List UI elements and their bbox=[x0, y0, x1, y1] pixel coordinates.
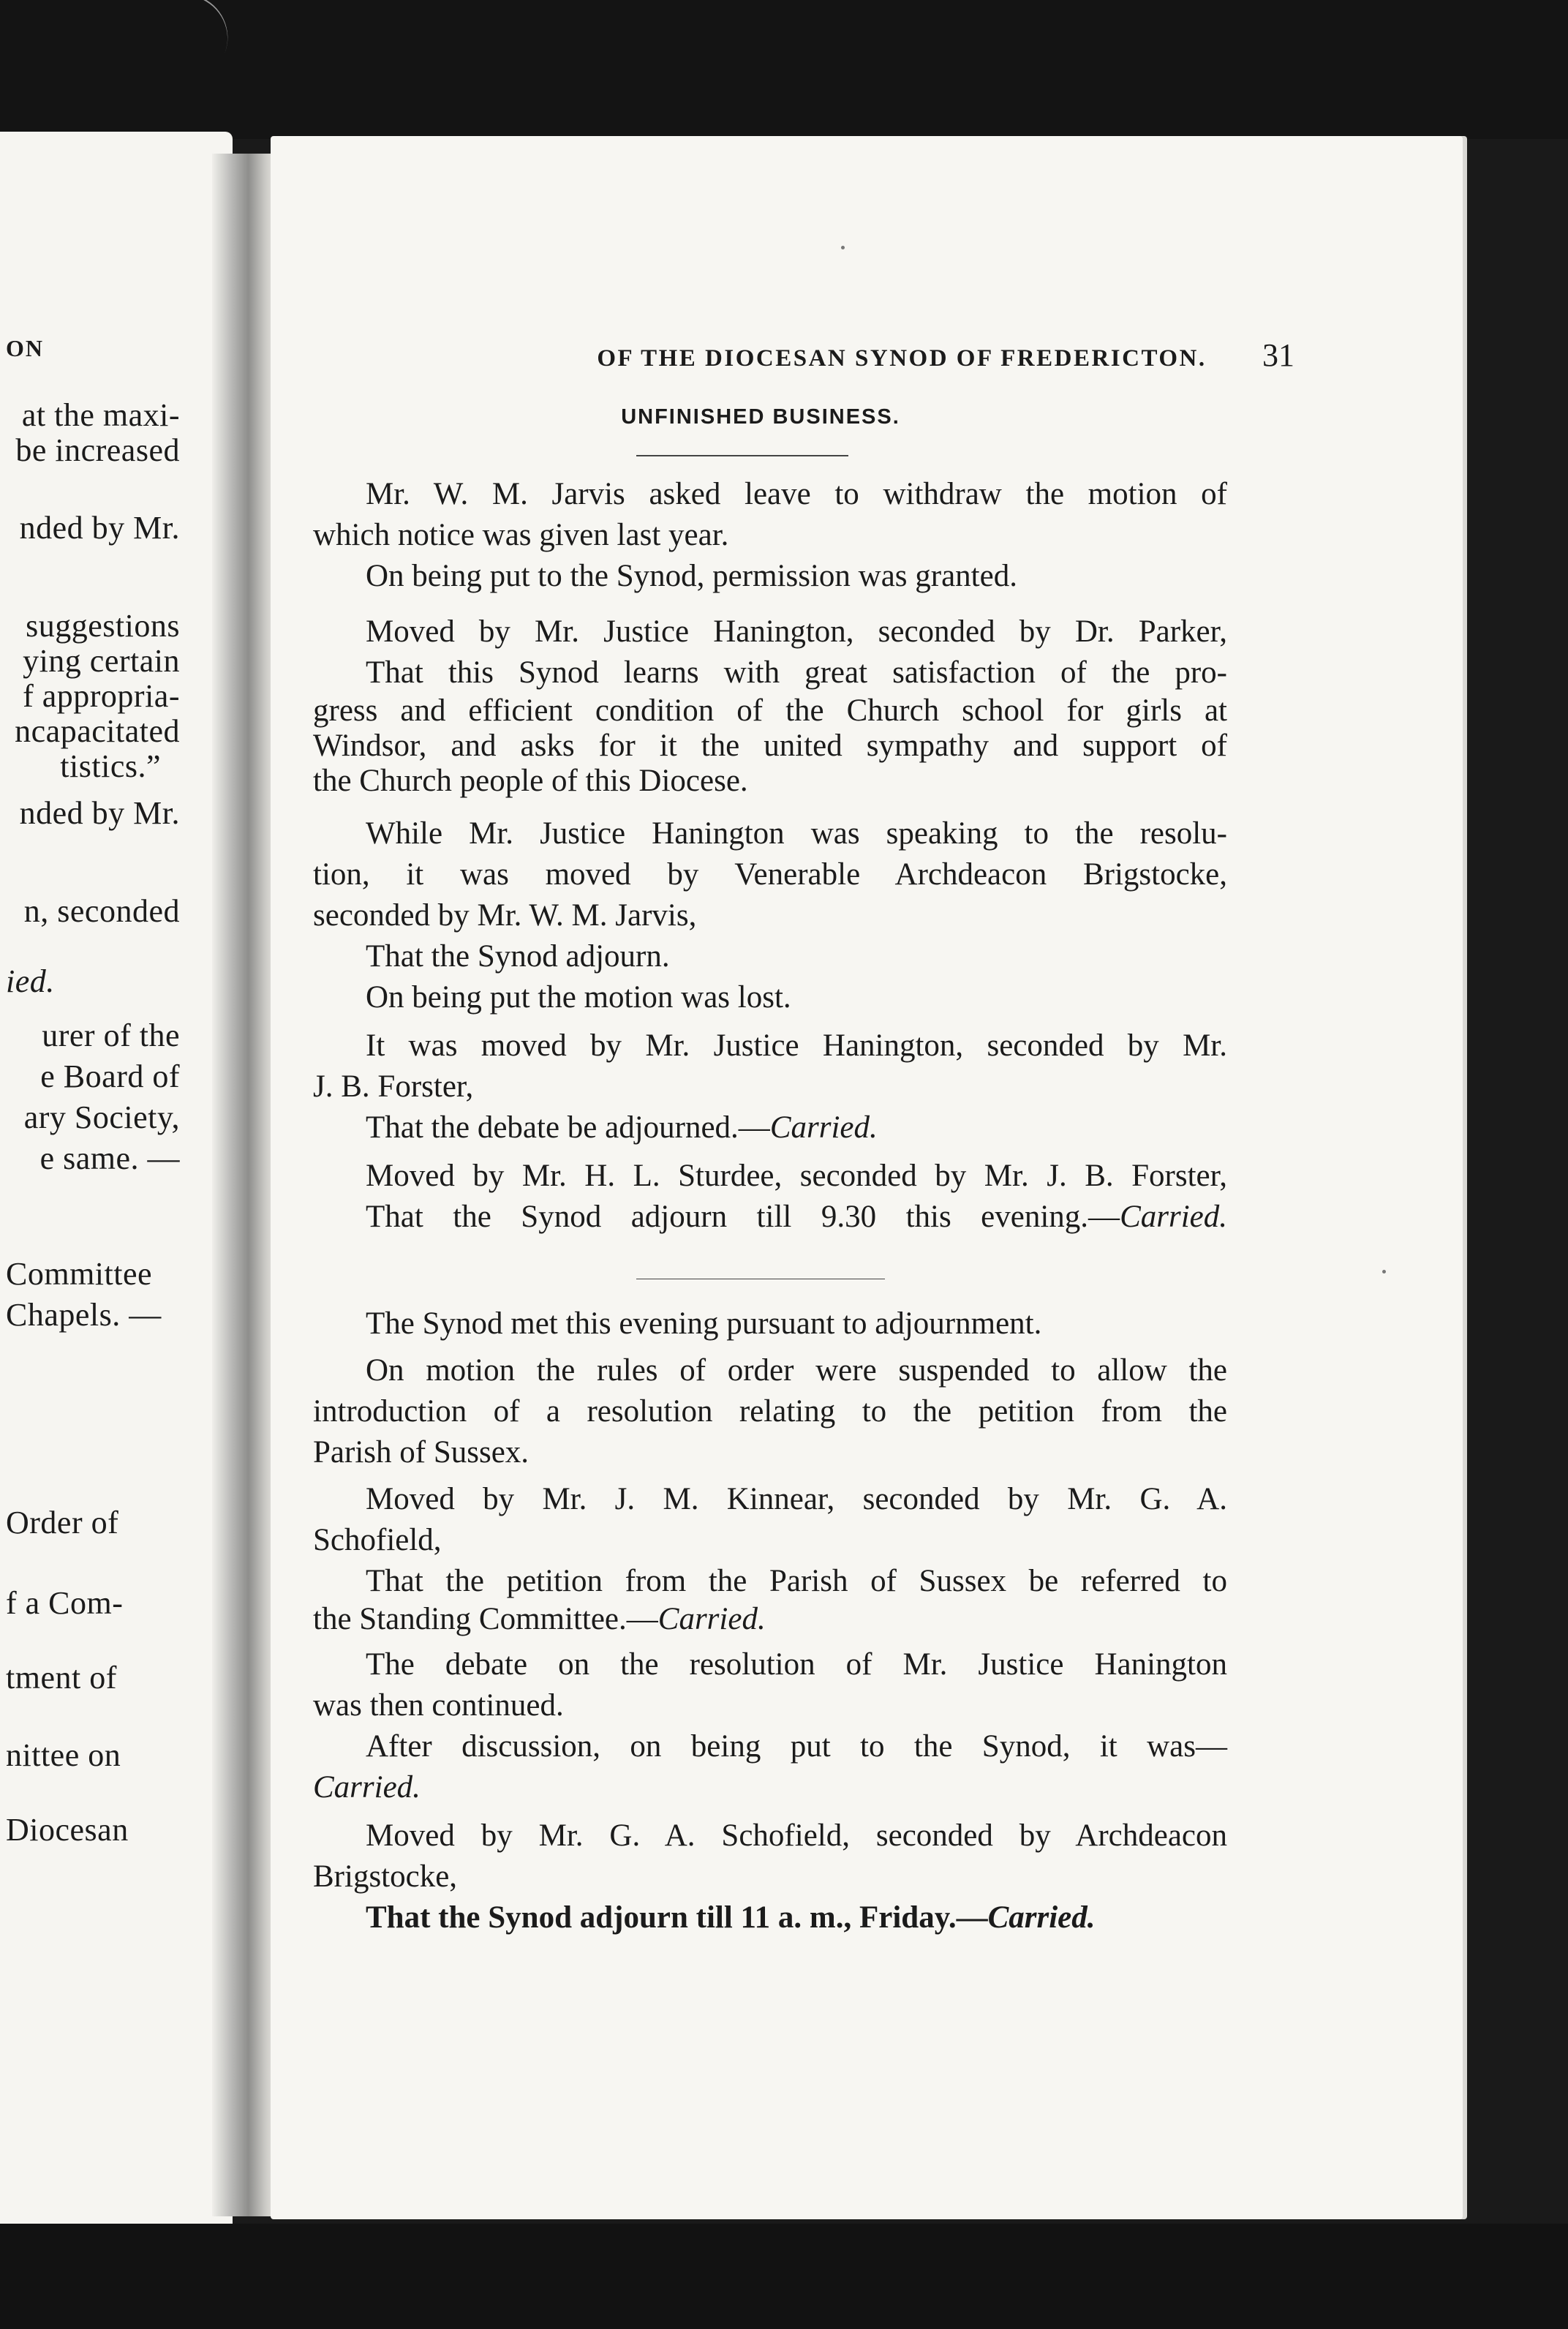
paragraph-line: gress and efficient condition of the Church school for girls at bbox=[313, 693, 1227, 728]
paragraph-line bbox=[313, 1107, 1227, 1148]
paragraph-line: While Mr. Justice Hanington was speaking to the resolu- bbox=[366, 816, 1227, 851]
carried-label: Carried. bbox=[769, 1110, 878, 1145]
left-page-line: n, seconded bbox=[23, 893, 180, 929]
paragraph-line: On being put the motion was lost. bbox=[366, 980, 791, 1015]
paper-speck bbox=[841, 246, 845, 249]
left-page-line: be increased bbox=[15, 432, 180, 468]
left-page-line: Committee bbox=[6, 1256, 153, 1292]
text-block-evening bbox=[313, 1303, 1227, 1938]
paragraph-line: Mr. W. M. Jarvis asked leave to withdraw the motion of bbox=[366, 477, 1227, 511]
page-number: 31 bbox=[1262, 337, 1294, 373]
carried-label: Carried. bbox=[1120, 1200, 1227, 1234]
left-page-line: Chapels. — bbox=[6, 1297, 162, 1333]
paragraph-line: Moved by Mr. H. L. Sturdee, seconded by Mr. J. B. Forster, bbox=[366, 1159, 1227, 1193]
paragraph-line bbox=[313, 1197, 1227, 1238]
paragraph-line: On being put to the Synod, permission was granted. bbox=[366, 559, 1017, 593]
left-page-line: at the maxi- bbox=[21, 397, 180, 433]
paragraph-line: Brigstocke, bbox=[313, 1859, 458, 1894]
left-page-line: ary Society, bbox=[23, 1099, 180, 1135]
paragraph-line bbox=[313, 1897, 1227, 1938]
carried-label: Carried. bbox=[987, 1900, 1096, 1935]
left-page-line: e Board of bbox=[40, 1058, 180, 1094]
paragraph-line: Moved by Mr. Justice Hanington, seconded by Dr. Parker, bbox=[366, 614, 1227, 649]
book-page bbox=[271, 136, 1463, 2219]
paragraph-line: That the Synod adjourn. bbox=[366, 939, 670, 974]
running-head: OF THE DIOCESAN SYNOD OF FREDERICTON. bbox=[597, 345, 1207, 372]
paragraph-line: The Synod met this evening pursuant to adjournment. bbox=[366, 1306, 1042, 1341]
paragraph-line: After discussion, on being put to the Synod, it was— bbox=[366, 1729, 1227, 1764]
scanner-background-bottom bbox=[0, 2224, 1568, 2329]
paragraph-line: seconded by Mr. W. M. Jarvis, bbox=[313, 898, 697, 933]
book-gutter-shadow bbox=[212, 154, 278, 2216]
left-page-line: nded by Mr. bbox=[19, 510, 180, 546]
title-rule bbox=[636, 455, 848, 456]
left-page-line: tistics.” bbox=[60, 748, 161, 784]
paragraph-line: Schofield, bbox=[313, 1523, 442, 1557]
left-page-line: tment of bbox=[6, 1660, 117, 1696]
left-page-line: e same. — bbox=[39, 1140, 180, 1176]
paragraph-line: Windsor, and asks for it the united sympathy and support of bbox=[313, 729, 1227, 763]
paragraph-line bbox=[313, 1602, 1227, 1637]
paragraph-line: which notice was given last year. bbox=[313, 518, 729, 552]
paragraph-line: Moved by Mr. J. M. Kinnear, seconded by Mr. G. A. bbox=[366, 1482, 1227, 1516]
motion-text: That the Synod adjourn till 9.30 this evening.— bbox=[366, 1200, 1120, 1234]
paragraph-line: Parish of Sussex. bbox=[313, 1435, 529, 1470]
motion-text: That the debate be adjourned.— bbox=[366, 1110, 770, 1145]
left-page-line: urer of the bbox=[42, 1017, 180, 1053]
carried-label: Carried. bbox=[657, 1602, 766, 1636]
motion-text: That the Synod adjourn till 11 a. m., Friday.— bbox=[366, 1900, 988, 1935]
left-page-line: suggestions bbox=[26, 608, 180, 644]
left-page-line: nittee on bbox=[6, 1737, 121, 1773]
paragraph-line: That the petition from the Parish of Sussex be referred to bbox=[366, 1564, 1227, 1598]
motion-text: the Standing Committee.— bbox=[313, 1602, 658, 1636]
paragraph-line: tion, it was moved by Venerable Archdeacon Brigstocke, bbox=[313, 857, 1227, 892]
paragraph-line: It was moved by Mr. Justice Hanington, seconded by Mr. bbox=[366, 1028, 1227, 1063]
scanner-background-top bbox=[0, 0, 1568, 139]
paragraph-line: That this Synod learns with great satisfaction of the pro- bbox=[366, 655, 1227, 690]
paper-speck bbox=[1382, 1270, 1386, 1273]
carried-label: Carried. bbox=[313, 1770, 421, 1805]
left-page-line: ncapacitated bbox=[15, 713, 180, 749]
section-title: UNFINISHED BUSINESS. bbox=[621, 405, 900, 429]
left-page-header-fragment: ON bbox=[6, 335, 44, 361]
paragraph-line: was then continued. bbox=[313, 1688, 564, 1723]
previous-page-fragment bbox=[0, 132, 233, 2224]
paragraph-line: The debate on the resolution of Mr. Justice Hanington bbox=[366, 1647, 1227, 1682]
left-page-line: nded by Mr. bbox=[19, 795, 180, 831]
left-page-line: ied. bbox=[6, 963, 55, 999]
paragraph-line: J. B. Forster, bbox=[313, 1069, 474, 1104]
paragraph-line: the Church people of this Diocese. bbox=[313, 764, 748, 798]
paragraph-line: introduction of a resolution relating to the petition from the bbox=[313, 1394, 1227, 1429]
text-block-afternoon bbox=[313, 474, 1227, 1238]
left-page-line: f appropria- bbox=[23, 678, 180, 714]
left-page-line: Order of bbox=[6, 1505, 119, 1540]
left-page-line: ying certain bbox=[23, 643, 180, 679]
left-page-line: Diocesan bbox=[6, 1812, 129, 1848]
paragraph-line: Moved by Mr. G. A. Schofield, seconded by Archdeacon bbox=[366, 1818, 1227, 1853]
paragraph-line: On motion the rules of order were suspended to allow the bbox=[366, 1353, 1227, 1388]
left-page-line: f a Com- bbox=[6, 1585, 124, 1621]
